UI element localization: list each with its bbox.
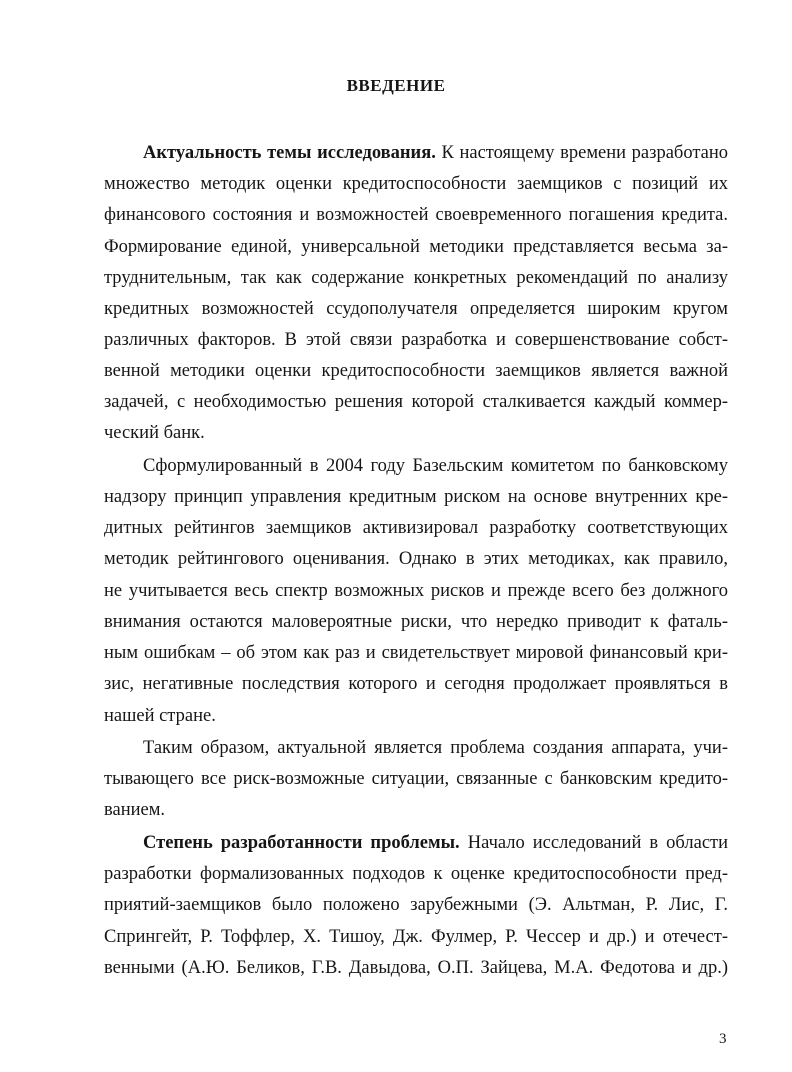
page-title: ВВЕДЕНИЕ xyxy=(346,76,446,95)
text-line: разработки формализованных подходов к оценке кредитоспособности пред- xyxy=(104,864,728,884)
text-line: нашей стране. xyxy=(104,706,216,726)
text-line: ным ошибкам – об этом как раз и свидетельствует мировой финансовый кри- xyxy=(104,643,728,663)
text-line: ческий банк. xyxy=(104,423,205,443)
text-line: кредитных возможностей ссудополучателя определяется широким кругом xyxy=(104,299,728,319)
text-line xyxy=(143,142,728,164)
text-line: труднительным, так как содержание конкретных рекомендаций по анализу xyxy=(104,268,728,288)
text-line xyxy=(143,832,728,854)
text-line: не учитывается весь спектр возможных рисков и прежде всего без должного xyxy=(104,581,728,601)
section-heading-relevance: Актуальность темы исследования. xyxy=(143,143,436,163)
text-line: Спрингейт, Р. Тоффлер, Х. Тишоу, Дж. Фулмер, Р. Чессер и др.) и отечест- xyxy=(104,927,728,947)
text-line: венными (А.Ю. Беликов, Г.В. Давыдова, О.П. Зайцева, М.А. Федотова и др.) xyxy=(104,958,728,978)
text-line: задачей, с необходимостью решения которой сталкивается каждый коммер- xyxy=(104,392,728,412)
text-line: Таким образом, актуальной является проблема создания аппарата, учи- xyxy=(143,738,728,758)
text-line: приятий-заемщиков было положено зарубежными (Э. Альтман, Р. Лис, Г. xyxy=(104,895,728,915)
text-line: множество методик оценки кредитоспособности заемщиков с позиций их xyxy=(104,174,728,194)
text-line: надзору принцип управления кредитным риском на основе внутренних кре- xyxy=(104,487,728,507)
line-text: Начало исследований в области xyxy=(467,833,729,853)
text-line: зис, негативные последствия которого и сегодня продолжает проявляться в xyxy=(104,674,728,694)
text-line: венной методики оценки кредитоспособности заемщиков является важной xyxy=(104,361,728,381)
text-line: Сформулированный в 2004 году Базельским комитетом по банковскому xyxy=(143,456,728,476)
line-text: К настоящему времени разработано xyxy=(441,143,729,163)
text-line: Формирование единой, универсальной методики представляется весьма за- xyxy=(104,237,728,257)
page-number: 3 xyxy=(719,1031,727,1047)
text-line: тывающего все риск-возможные ситуации, связанные с банковским кредито- xyxy=(104,769,728,789)
text-line: финансового состояния и возможностей своевременного погашения кредита. xyxy=(104,205,728,225)
text-line: внимания остаются маловероятные риски, что нередко приводит к фаталь- xyxy=(104,612,728,632)
text-line: ванием. xyxy=(104,800,166,820)
section-heading-degree: Степень разработанности проблемы. xyxy=(143,833,460,853)
text-line: методик рейтингового оценивания. Однако в этих методиках, как правило, xyxy=(104,549,728,569)
text-line: различных факторов. В этой связи разработка и совершенствование собст- xyxy=(104,330,728,350)
text-line: дитных рейтингов заемщиков активизировал разработку соответствующих xyxy=(104,518,728,538)
